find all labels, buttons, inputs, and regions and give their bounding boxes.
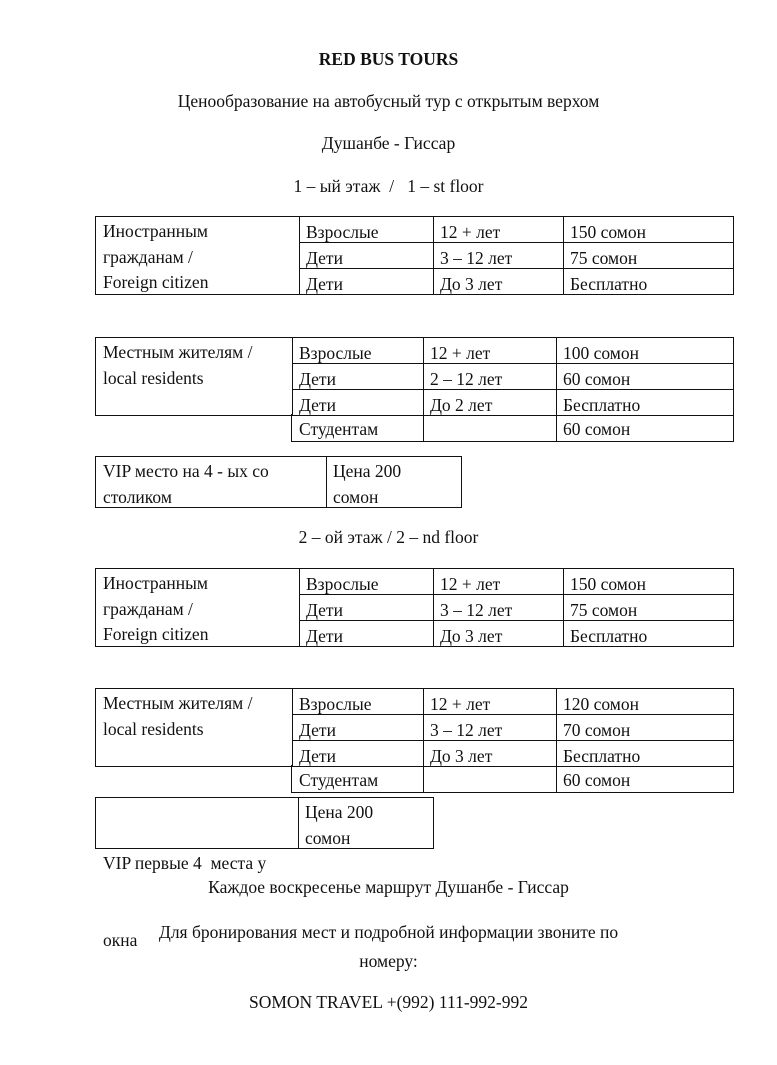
vip-label-line: VIP первые 4 места у — [103, 853, 267, 873]
booking-note-line2: номеру: — [359, 951, 418, 971]
document-subtitle: Ценообразование на автобусный тур с открытым верхом — [177, 91, 600, 111]
group-label-line: гражданам / — [103, 246, 193, 267]
age-cell — [423, 765, 437, 767]
group-label-line: Иностранным — [103, 221, 208, 241]
price-cell: 150 сомон — [570, 574, 646, 594]
age-cell: До 3 лет — [430, 746, 493, 766]
price-cell: 75 сомон — [570, 600, 638, 620]
group-label-line: Foreign citizen — [103, 624, 209, 644]
group-label — [96, 217, 299, 296]
floor1-vip-table — [95, 456, 462, 508]
age-cell: 3 – 12 лет — [440, 248, 513, 268]
category-cell: Дети — [299, 746, 336, 766]
price-cell: 100 сомон — [563, 343, 639, 363]
age-cell: 12 + лет — [430, 343, 491, 363]
floor1-students-row — [291, 414, 734, 442]
age-cell: До 3 лет — [440, 626, 503, 646]
vip-price-line: Цена 200 — [333, 461, 402, 481]
category-cell: Дети — [306, 600, 343, 620]
category-cell: Дети — [306, 274, 343, 294]
group-label-line: Местным жителям / — [103, 693, 253, 713]
category-cell: Взрослые — [299, 694, 372, 714]
vip-label — [96, 798, 298, 1004]
price-cell: 70 сомон — [563, 720, 631, 740]
age-cell: До 2 лет — [430, 395, 493, 415]
age-cell: 3 – 12 лет — [440, 600, 513, 620]
vip-label-line: окна — [103, 929, 138, 950]
booking-note-line1: Для бронирования мест и подробной информации звоните по — [158, 922, 619, 942]
vip-label-line: VIP место на 4 - ых со — [103, 461, 269, 481]
price-cell: 150 сомон — [570, 222, 646, 242]
price-cell: 75 сомон — [570, 248, 638, 268]
group-label-line: гражданам / — [103, 598, 193, 619]
category-cell: Студентам — [299, 770, 379, 790]
price-cell: Бесплатно — [563, 395, 641, 415]
price-cell: 60 сомон — [563, 369, 631, 389]
vip-price — [326, 457, 408, 510]
group-label — [96, 569, 299, 648]
price-cell: Бесплатно — [570, 626, 648, 646]
vip-price-line: сомон — [333, 486, 379, 507]
category-cell: Студентам — [299, 419, 379, 439]
price-cell: Бесплатно — [570, 274, 648, 294]
age-cell: До 3 лет — [440, 274, 503, 294]
floor2-local-table — [95, 688, 734, 767]
price-cell: Бесплатно — [563, 746, 641, 766]
vip-price-line: сомон — [305, 827, 351, 848]
vip-price-line: Цена 200 — [305, 802, 374, 822]
floor1-local-table — [95, 337, 734, 416]
document-title: RED BUS TOURS — [318, 49, 459, 69]
floor2-heading: 2 – ой этаж / 2 – nd floor — [298, 527, 479, 547]
category-cell: Дети — [299, 720, 336, 740]
age-cell: 12 + лет — [430, 694, 491, 714]
floor2-foreign-table — [95, 568, 734, 647]
group-label-line: local residents — [103, 367, 204, 388]
contact-phone: SOMON TRAVEL +(992) 111-992-992 — [248, 992, 528, 1012]
group-label-line: local residents — [103, 718, 204, 739]
route-label: Душанбе - Гиссар — [321, 133, 456, 153]
price-cell: 60 сомон — [563, 419, 631, 439]
group-label-line: Местным жителям / — [103, 342, 253, 362]
price-cell: 120 сомон — [563, 694, 639, 714]
age-cell: 3 – 12 лет — [430, 720, 503, 740]
schedule-note: Каждое воскресенье маршрут Душанбе - Гиссар — [208, 877, 569, 897]
price-cell: 60 сомон — [563, 770, 631, 790]
vip-label — [96, 457, 326, 510]
category-cell: Взрослые — [306, 222, 379, 242]
category-cell: Дети — [306, 626, 343, 646]
vip-price — [298, 798, 380, 851]
age-cell: 2 – 12 лет — [430, 369, 503, 389]
floor2-students-row — [291, 765, 734, 793]
group-label-line: Иностранным — [103, 573, 208, 593]
category-cell: Дети — [299, 369, 336, 389]
floor1-heading: 1 – ый этаж / 1 – st floor — [293, 176, 484, 196]
category-cell: Дети — [299, 395, 336, 415]
age-cell — [423, 414, 437, 416]
floor1-foreign-table — [95, 216, 734, 295]
group-label-line: Foreign citizen — [103, 272, 209, 292]
category-cell: Взрослые — [299, 343, 372, 363]
vip-label-line: столиком — [103, 486, 172, 507]
group-label — [96, 338, 292, 391]
category-cell: Дети — [306, 248, 343, 268]
category-cell: Взрослые — [306, 574, 379, 594]
age-cell: 12 + лет — [440, 222, 501, 242]
group-label — [96, 689, 292, 742]
age-cell: 12 + лет — [440, 574, 501, 594]
